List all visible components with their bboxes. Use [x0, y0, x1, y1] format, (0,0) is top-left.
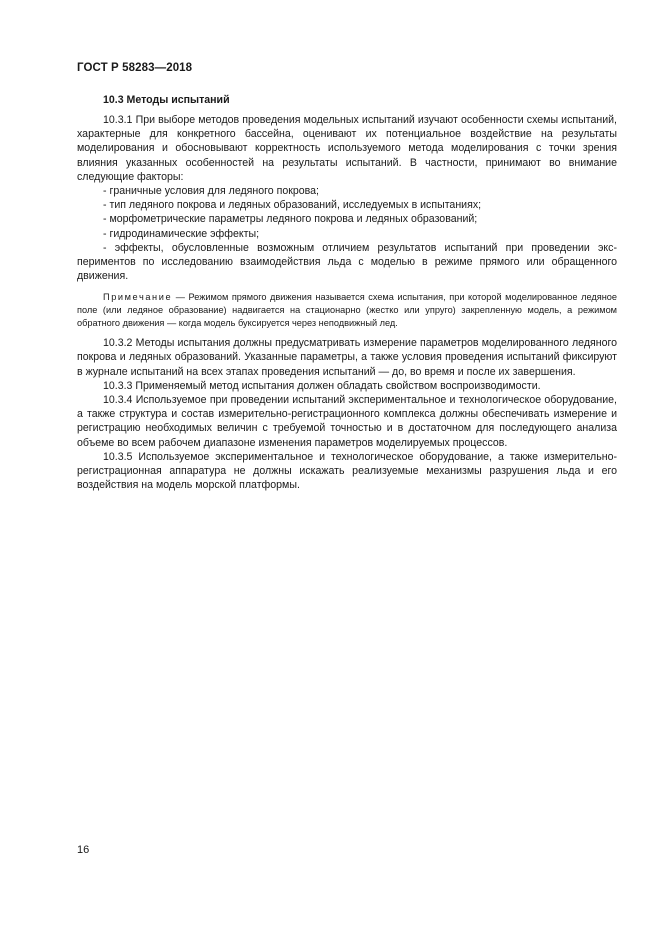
- paragraph-10-3-3: 10.3.3 Применяемый метод испытания должен обладать свойством воспроизводимости.: [103, 379, 541, 392]
- factors-list: [77, 184, 617, 283]
- note-text: — Режимом прямого движения называется схема испытания, при которой моделированное ледяное поле (или ледяное образование) надвигается на стационарно (жестко или упруго) закрепленную модель, а режимом обратного движения — когда модель буксируется через неподвижный лед.: [77, 292, 617, 328]
- list-item: - эффекты, обусловленные возможным отличием результатов испытаний при проведении экспериментов по исследованию взаимодействия льда с моделью в режиме прямого или обращенного движения.: [77, 241, 617, 283]
- paragraph-10-3-5: 10.3.5 Используемое экспериментальное и технологическое оборудование, а также измерительно-регистрационная аппаратура не должны искажать реализуемые механизмы разрушения льда и его воздействия на модель морской платформы.: [77, 450, 617, 492]
- list-item: - морфометрические параметры ледяного покрова и ледяных образований;: [103, 213, 478, 226]
- paragraph-10-3-1: 10.3.1 При выборе методов проведения модельных испытаний изучают особенности схемы испытаний, характерные для конкретного бассейна, оценивают их потенциальное воздействие на результаты моделирования и обосновывают корректность используемого метода моделирования с точки зрения влияния указанных особенностей на результаты испытаний. В частности, принимают во внимание следующие факторы:: [77, 114, 617, 183]
- list-item: - граничные условия для ледяного покрова;: [103, 185, 319, 198]
- list-item: - тип ледяного покрова и ледяных образований, исследуемых в испытаниях;: [103, 199, 482, 212]
- section-title: 10.3 Методы испытаний: [103, 94, 230, 106]
- paragraph-10-3-4: 10.3.4 Используемое при проведении испытаний экспериментальное и технологическое оборудование, а также структура и состав измерительно-регистрационного комплекса должны обеспечивать измерение и регистрацию необходимых величин с требуемой точностью и в достаточном для последующего анализа объеме во всем рабочем диапазоне изменения параметров моделируемых процессов.: [77, 394, 617, 449]
- note-label: Примечание: [103, 292, 173, 303]
- page-number: 16: [77, 844, 90, 856]
- document-header-standard-number: ГОСТ Р 58283—2018: [77, 62, 193, 74]
- document-body: [77, 93, 617, 492]
- list-item: - гидродинамические эффекты;: [103, 227, 260, 240]
- note: [77, 291, 617, 329]
- paragraph-10-3-2: 10.3.2 Методы испытания должны предусматривать измерение параметров моделированного ледяного покрова и ледяных образований. Указанные параметры, а также условия проведения испытаний фиксируют в журнале испытаний на всех этапах проведения испытаний — до, во время и после их завершения.: [77, 337, 617, 378]
